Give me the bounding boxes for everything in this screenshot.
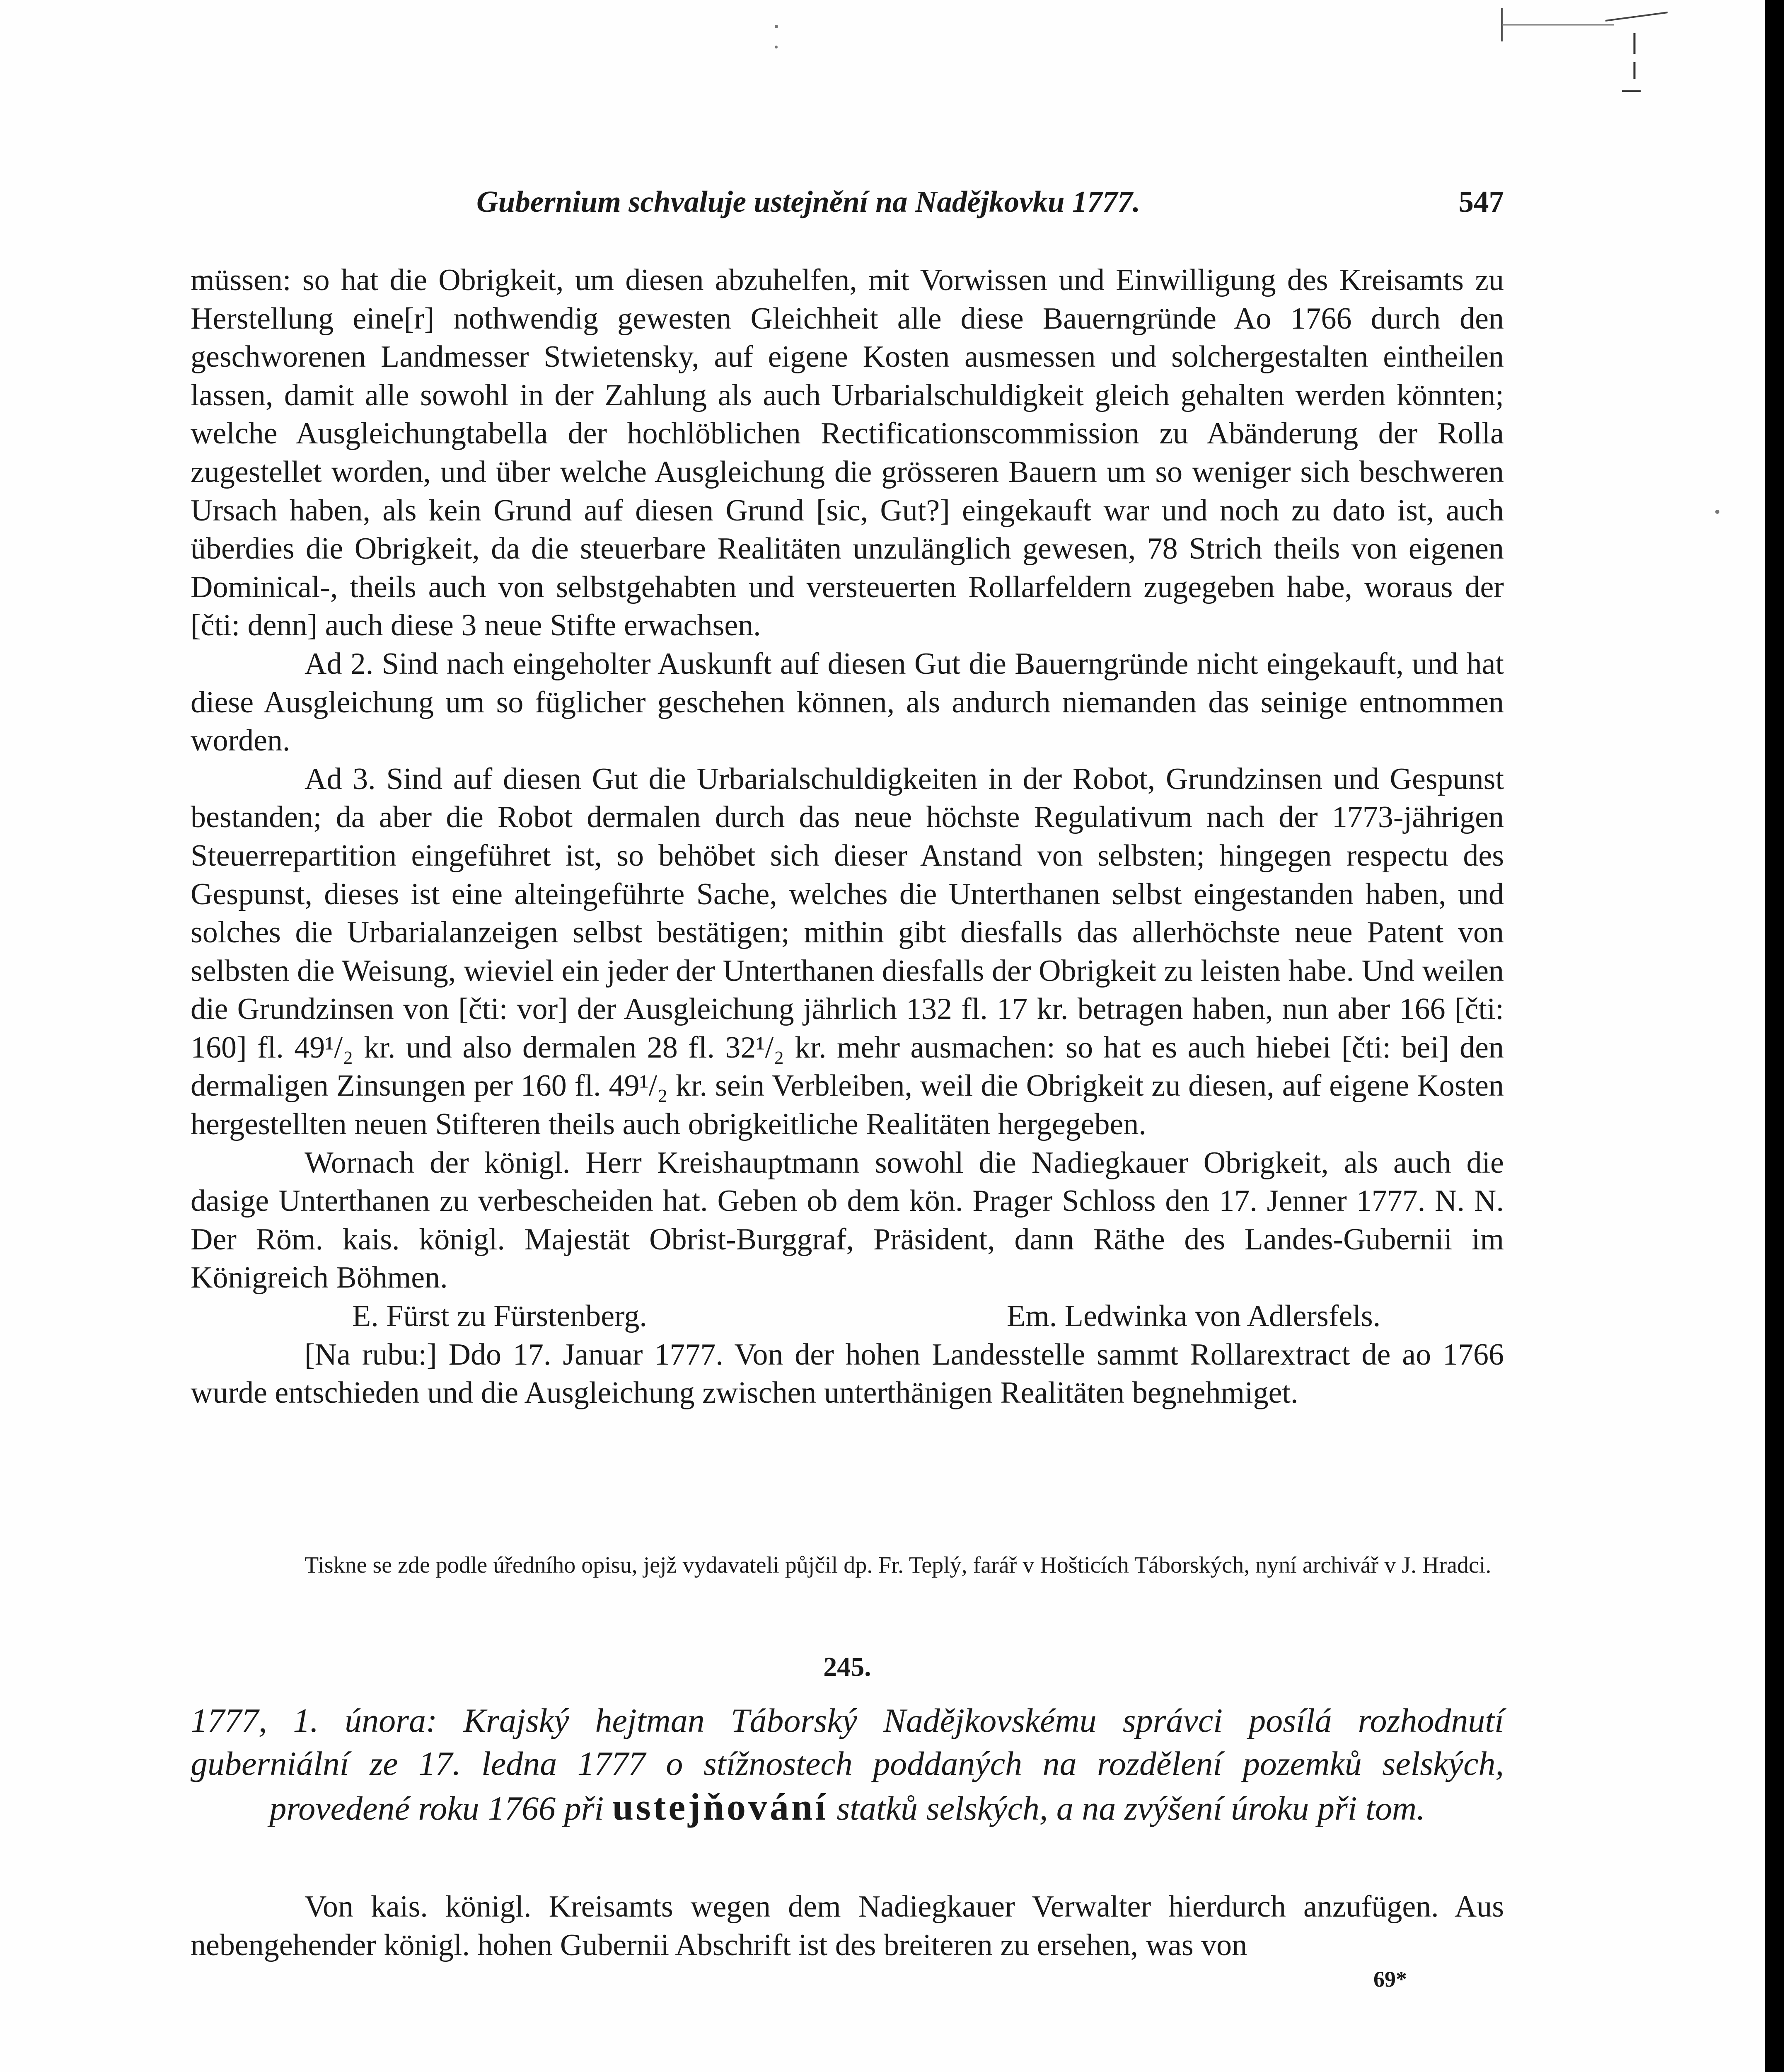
paragraph: Ad 3. Sind auf diesen Gut die Urbarialschuldigkeiten in der Robot, Grundzinsen und Gespunst bestanden; da aber die Robot dermalen durch das neue höchste Regulativum nach der 1773-jährigen Steuerrepartition eingeführet ist, so behöbet sich dieser Anstand von selbsten; hingegen respectu des Gespunst, dieses ist eine alteingeführte Sache, welches die Unterthanen selbst eingestanden haben, und solches die Urbarialanzeigen selbst bestätigen; mithin gibt diesfalls das allerhöchste neue Patent von selbsten die Weisung, wieviel ein jeder der Unterthanen diesfalls der Obrigkeit zu leisten habe. Und weilen die Grundzinsen von [čti: vor] der Ausgleichung jährlich 132 fl. 17 kr. betragen haben, nun aber 166 [čti: 160] fl. 49¹/₂ kr. und also dermalen 28 fl. 32¹/₂ kr. mehr ausmachen: so hat es auch hiebei [čti: bei] den dermaligen Zinsungen per 160 fl. 49¹/₂ kr. sein Verbleiben, weil die Obrigkeit zu diesen, auf eigene Kosten hergestellten neuen Stifteren theils auch obrigkeitliche Realitäten hergegeben. bbox=[191, 762, 1504, 1142]
sheet-signature-mark: 69* bbox=[1373, 1967, 1407, 1992]
signature-left: E. Fürst zu Fürstenberg. bbox=[352, 1299, 647, 1334]
endorsement: [Na rubu:] Ddo 17. Januar 1777. Von der hohen Landesstelle sammt Rollarextract de ao 1766 wurde entschieden und die Ausgleichung zwischen unterthänigen Realitäten begnehmiget. bbox=[191, 1337, 1504, 1410]
crop-marks bbox=[1498, 8, 1672, 104]
regest-text: 1777, 1. února: Krajský hejtman Táborský Nadějkovskému správci posílá rozhodnutí guberniální ze 17. ledna 1777 o stížnostech poddaných na rozdělení pozemků selských, provedené roku 1766 při bbox=[191, 1702, 1504, 1827]
paragraph: müssen: so hat die Obrigkeit, um diesen abzuhelfen, mit Vorwissen und Einwilligung des Kreisamts zu Herstellung eine[r] nothwendig gewesten Gleichheit alle diese Bauerngründe Ao 1766 durch den geschworenen Landmesser Stwietensky, auf eigene Kosten ausmessen und solchergestalten eintheilen lassen, damit alle sowohl in der Zahlung als auch Urbarialschuldigkeit gleich gehalten werden könnten; welche Ausgleichungtabella der hochlöblichen Rectificationscommission zu Abänderung der Rolla zugestellet worden, und über welche Ausgleichung die grösseren Bauern um so weniger sich beschweren Ursach haben, als kein Grund auf diesen Grund [sic, Gut?] eingekauft war und noch zu dato ist, auch überdies die Obrigkeit, da die steuerbare Realitäten unzulänglich gewesen, 78 Strich theils von eigenen Dominical-, theils auch von selbstgehabten und versteuerten Rollarfeldern zugegeben habe, woraus der [čti: denn] auch diese 3 neue Stifte erwachsen. bbox=[191, 263, 1504, 643]
document-text bbox=[191, 1888, 1504, 1964]
speck bbox=[1715, 510, 1719, 514]
signature-right: Em. Ledwinka von Adlersfels. bbox=[1007, 1299, 1381, 1334]
source-note: Tiskne se zde podle úředního opisu, jejž vydavateli půjčil dp. Fr. Teplý, farář v Hošticích Táborských, nyní archivář v J. Hradci. bbox=[305, 1552, 1492, 1578]
regest-text: statků selských, a na zvýšení úroku při tom. bbox=[836, 1789, 1425, 1827]
page-header bbox=[191, 184, 1504, 230]
speck bbox=[775, 25, 778, 28]
regest bbox=[191, 1699, 1504, 1830]
paragraph: Von kais. königl. Kreisamts wegen dem Nadiegkauer Verwalter hierdurch anzufügen. Aus nebengehender königl. hohen Gubernii Abschrift ist des breiteren zu ersehen, was von bbox=[191, 1890, 1504, 1962]
running-title: Gubernium schvaluje ustejnění na Nadějkovku 1777. bbox=[476, 185, 1141, 218]
signature-row bbox=[191, 1297, 1504, 1336]
main-text bbox=[191, 261, 1504, 1412]
page-number: 547 bbox=[1458, 185, 1504, 218]
document-number: 245. bbox=[823, 1652, 871, 1682]
speck bbox=[775, 46, 778, 48]
paragraph: Ad 2. Sind nach eingeholter Auskunft auf diesen Gut die Bauerngründe nicht eingekauft, und hat diese Ausgleichung um so füglicher geschehen können, als andurch niemanden das seinige entnommen worden. bbox=[191, 646, 1504, 758]
paragraph: Wornach der königl. Herr Kreishauptmann sowohl die Nadiegkauer Obrigkeit, als auch die dasige Unterthanen zu verbescheiden hat. Geben ob dem kön. Prager Schloss den 17. Jenner 1777. N. N. Der Röm. kais. königl. Majestät Obrist-Burggraf, Präsident, dann Räthe des Landes-Gubernii im Königreich Böhmen. bbox=[191, 1145, 1504, 1295]
regest-spaced-word: ustejňování bbox=[612, 1786, 828, 1828]
scan-border bbox=[1765, 0, 1784, 2072]
